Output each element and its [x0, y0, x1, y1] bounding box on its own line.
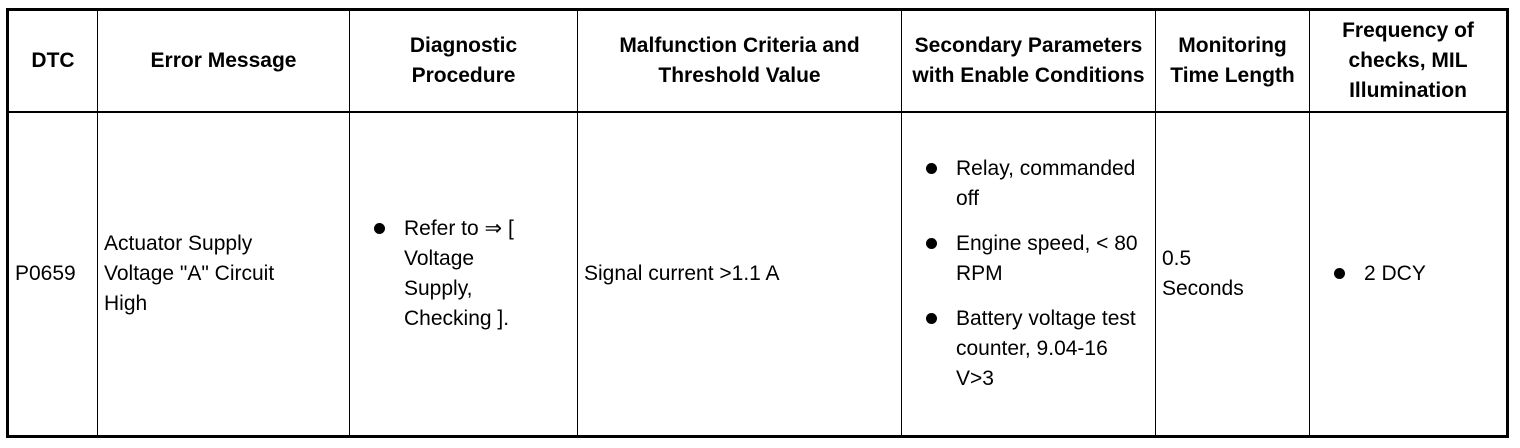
list-item: Engine speed, < 80 RPM	[908, 229, 1141, 289]
dtc-code: P0659	[8, 112, 98, 437]
error-message: Actuator Supply Voltage "A" Circuit High	[98, 112, 350, 437]
header-dtc: DTC	[8, 10, 98, 113]
procedure-link[interactable]: Refer to ⇒ [ Voltage Supply, Checking ].	[356, 214, 537, 334]
malfunction-criteria: Signal current >1.1 A	[578, 112, 902, 437]
header-malfunction-criteria: Malfunction Criteria and Threshold Value	[578, 10, 902, 113]
diagnostic-procedure-cell	[350, 112, 578, 437]
monitoring-time: 0.5 Seconds	[1156, 112, 1310, 437]
list-item: Battery voltage test counter, 9.04-16 V>3	[908, 304, 1141, 394]
enable-conditions-list	[908, 154, 1141, 394]
frequency-cell	[1310, 112, 1508, 437]
enable-conditions-cell	[902, 112, 1156, 437]
header-enable-conditions: Secondary Parameters with Enable Conditions	[902, 10, 1156, 113]
procedure-list	[356, 214, 537, 334]
dtc-table	[6, 8, 1509, 438]
header-diagnostic-procedure: Diagnostic Procedure	[350, 10, 578, 113]
header-error-message: Error Message	[98, 10, 350, 113]
frequency-value: 2 DCY	[1316, 259, 1500, 289]
frequency-list	[1316, 259, 1500, 289]
list-item: Relay, commanded off	[908, 154, 1141, 214]
table-row	[8, 112, 1508, 437]
header-monitoring-time: Monitoring Time Length	[1156, 10, 1310, 113]
header-row	[8, 10, 1508, 113]
header-frequency: Frequency of checks, MIL Illumination	[1310, 10, 1508, 113]
